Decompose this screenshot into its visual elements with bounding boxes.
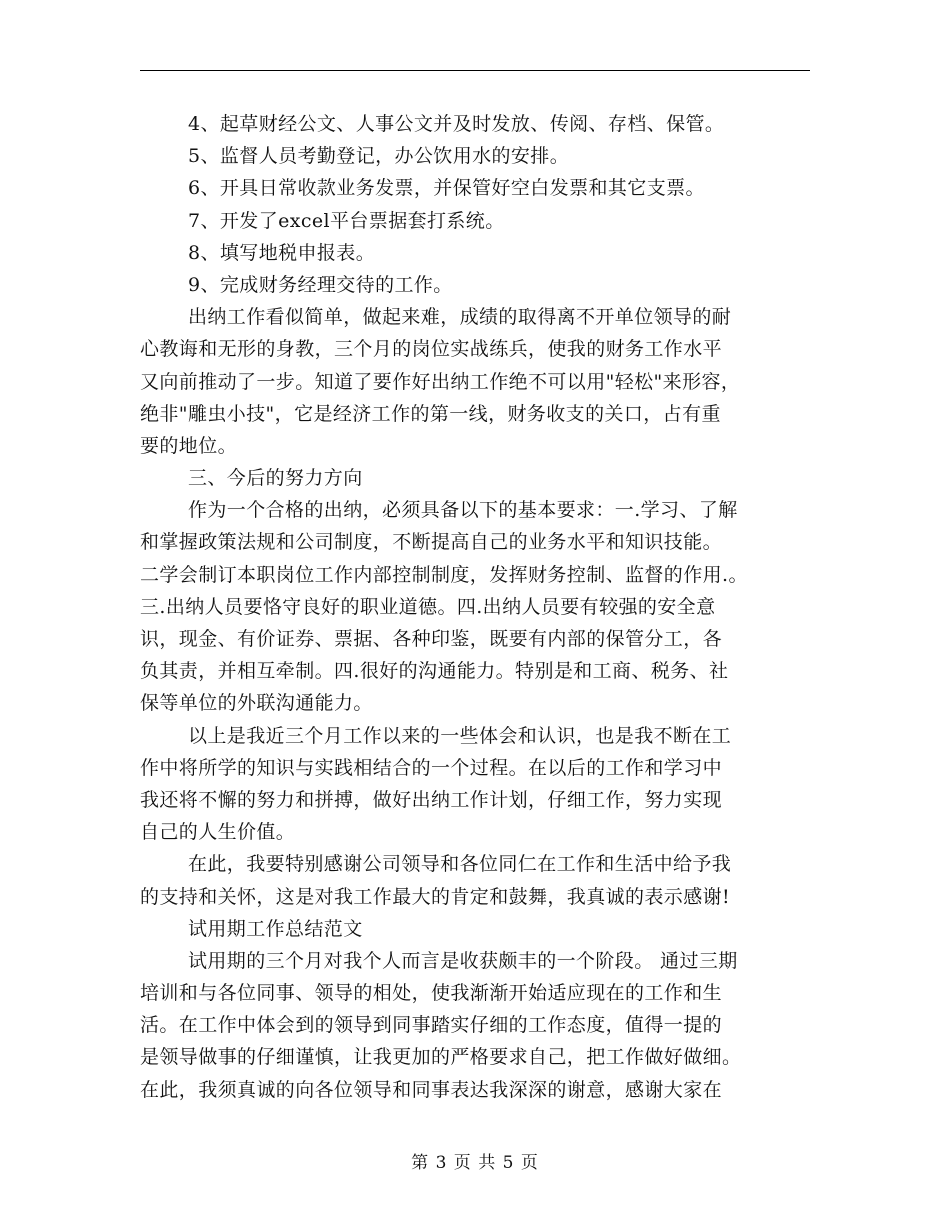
text-line: 的支持和关怀，这是对我工作最大的肯定和鼓舞，我真诚的表示感谢!: [140, 885, 731, 908]
text-line: 绝非"雕虫小技"，它是经济工作的第一线，财务收支的关口，占有重: [140, 402, 721, 425]
text-line: 负其责，并相互牵制。四.很好的沟通能力。特别是和工商、税务、社: [140, 660, 729, 683]
text-line: 5、监督人员考勤登记，办公饮用水的安排。: [188, 145, 570, 168]
text-line: 作为一个合格的出纳，必须具备以下的基本要求：一.学习、了解: [188, 499, 738, 522]
text-line: 心教诲和无形的身教，三个月的岗位实战练兵，使我的财务工作水平: [140, 338, 723, 361]
text-line: 4、起草财经公文、人事公文并及时发放、传阅、存档、保管。: [188, 113, 725, 135]
text-line: 三.出纳人员要恪守良好的职业道德。四.出纳人员要有较强的安全意: [140, 595, 716, 618]
text-line: 试用期工作总结范文: [188, 917, 363, 940]
text-line: 8、填写地税申报表。: [188, 241, 376, 264]
text-line: 要的地位。: [140, 434, 238, 457]
text-line: 以上是我近三个月工作以来的一些体会和认识，也是我不断在工: [188, 724, 732, 747]
text-line: 又向前推动了一步。知道了要作好出纳工作绝不可以用"轻松"来形容，: [140, 370, 741, 393]
text-line: 和掌握政策法规和公司制度，不断提高自己的业务水平和知识技能。: [140, 531, 723, 554]
text-line: 在此，我须真诚的向各位领导和同事表达我深深的谢意，感谢大家在: [140, 1078, 723, 1101]
text-line: 活。在工作中体会到的领导到同事踏实仔细的工作态度，值得一提的: [140, 1014, 723, 1037]
text-line: 我还将不懈的努力和拼搏，做好出纳工作计划，仔细工作，努力实现: [140, 788, 723, 811]
text-line: 9、完成财务经理交待的工作。: [188, 273, 453, 296]
header-rule: [140, 70, 810, 71]
text-line: 出纳工作看似简单，做起来难，成绩的取得离不开单位领导的耐: [188, 306, 732, 329]
text-line: 7、开发了excel平台票据套打系统。: [188, 209, 505, 232]
text-line: 6、开具日常收款业务发票，并保管好空白发票和其它支票。: [188, 177, 705, 200]
text-line: 在此，我要特别感谢公司领导和各位同仁在工作和生活中给予我: [188, 853, 732, 876]
text-line: 自己的人生价值。: [140, 821, 296, 844]
document-body: [140, 108, 820, 1106]
text-line: 培训和与各位同事、领导的相处，使我渐渐开始适应现在的工作和生: [140, 982, 723, 1005]
text-line: 保等单位的外联沟通能力。: [140, 692, 373, 715]
text-line: 三、今后的努力方向: [188, 467, 363, 490]
page-number: 第 3 页 共 5 页: [411, 1153, 539, 1173]
text-line: 是领导做事的仔细谨慎，让我更加的严格要求自己，把工作做好做细。: [140, 1046, 742, 1069]
text-line: 作中将所学的知识与实践相结合的一个过程。在以后的工作和学习中: [140, 756, 723, 779]
text-line: 二学会制订本职岗位工作内部控制制度，发挥财务控制、监督的作用.。: [140, 563, 748, 586]
text-line: 试用期的三个月对我个人而言是收获颇丰的一个阶段。 通过三期: [188, 949, 738, 972]
text-line: 识，现金、有价证券、票据、各种印鉴，既要有内部的保管分工，各: [140, 628, 723, 650]
